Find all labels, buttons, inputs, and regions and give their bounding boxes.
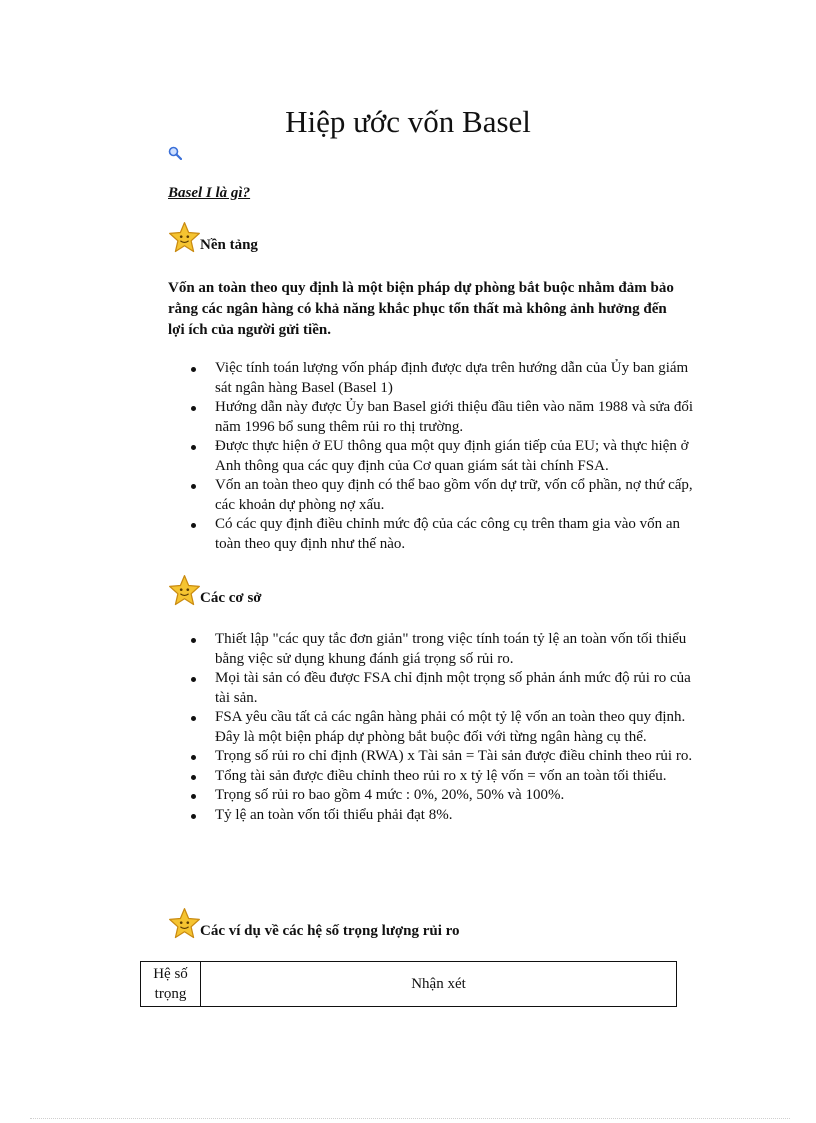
star-icon bbox=[168, 574, 201, 607]
magnifier-icon[interactable] bbox=[168, 146, 182, 160]
bullet-dot bbox=[191, 523, 196, 528]
list-item-text: FSA yêu cầu tất cả các ngân hàng phải có một tỷ lệ vốn an toàn theo quy định. Đây là một biện pháp dự phòng bắt buộc đối với từng ngân hàng cụ thể. bbox=[215, 709, 686, 745]
table-header-cell: Hệ số trọng bbox=[141, 962, 201, 1007]
bullet-dot bbox=[191, 755, 196, 760]
list-item-text: Thiết lập "các quy tắc đơn giản" trong việc tính toán tỷ lệ an toàn vốn tối thiểu bằng việc sử dụng khung đánh giá trọng số rủi ro. bbox=[215, 631, 687, 667]
list-item bbox=[168, 476, 694, 515]
list-item bbox=[168, 806, 694, 826]
star-icon bbox=[168, 221, 201, 254]
list-item-text: Hướng dẫn này được Ủy ban Basel giới thiệu đầu tiên vào năm 1988 và sửa đổi năm 1996 bổ sung thêm rủi ro thị trường. bbox=[215, 399, 694, 435]
bullet-dot bbox=[191, 716, 196, 721]
list-item bbox=[168, 630, 694, 669]
bullet-list-co-so bbox=[168, 630, 694, 825]
section-heading-nen-tang bbox=[168, 220, 258, 254]
star-icon bbox=[168, 907, 201, 940]
bullet-dot bbox=[191, 775, 196, 780]
list-item-text: Tỷ lệ an toàn vốn tối thiểu phải đạt 8%. bbox=[215, 806, 453, 823]
bullet-list-nen-tang bbox=[168, 359, 694, 554]
table-header-cell: Nhận xét bbox=[201, 962, 677, 1007]
list-item bbox=[168, 359, 694, 398]
list-item-text: Trọng số rủi ro chỉ định (RWA) x Tài sản = Tài sản được điều chỉnh theo rủi ro. bbox=[215, 748, 693, 764]
list-item bbox=[168, 437, 694, 476]
bullet-dot bbox=[191, 484, 196, 489]
section-title: Các ví dụ về các hệ số trọng lượng rủi ro bbox=[200, 923, 460, 939]
bullet-dot bbox=[191, 367, 196, 372]
page-footer-divider bbox=[30, 1118, 790, 1119]
bullet-dot bbox=[191, 677, 196, 682]
basel-i-link[interactable]: Basel I là gì? bbox=[168, 185, 251, 201]
list-item bbox=[168, 708, 694, 747]
bullet-dot bbox=[191, 814, 196, 819]
list-item-text: Vốn an toàn theo quy định có thể bao gồm vốn dự trữ, vốn cổ phần, nợ thứ cấp, các khoản dự phòng nợ xấu. bbox=[215, 477, 693, 513]
list-item-text: Mọi tài sản có đều được FSA chỉ định một trọng số phản ánh mức độ rủi ro của tài sản. bbox=[215, 670, 691, 706]
list-item bbox=[168, 398, 694, 437]
list-item bbox=[168, 747, 694, 767]
bullet-dot bbox=[191, 638, 196, 643]
list-item-text: Việc tính toán lượng vốn pháp định được dựa trên hướng dẫn của Ủy ban giám sát ngân hàng Basel (Basel 1) bbox=[215, 360, 689, 396]
list-item-text: Có các quy định điều chỉnh mức độ của các công cụ trên tham gia vào vốn an toàn theo quy định như thế nào. bbox=[215, 516, 681, 552]
section-title: Nền tảng bbox=[200, 237, 258, 253]
list-item bbox=[168, 786, 694, 806]
risk-weight-table bbox=[140, 961, 677, 1007]
list-item-text: Tổng tài sản được điều chỉnh theo rủi ro x tỷ lệ vốn = vốn an toàn tối thiểu. bbox=[215, 767, 667, 784]
intro-paragraph: Vốn an toàn theo quy định là một biện pháp dự phòng bắt buộc nhằm đảm bảo rằng các ngân hàng có khả năng khắc phục tổn thất mà không ảnh hưởng đến lợi ích của người gửi tiền. bbox=[168, 280, 674, 338]
section-heading-vi-du bbox=[168, 906, 460, 940]
list-item-text: Được thực hiện ở EU thông qua một quy định gián tiếp của EU; và thực hiện ở Anh thông qua các quy định của Cơ quan giám sát tài chính FSA. bbox=[215, 438, 689, 474]
bullet-dot bbox=[191, 794, 196, 799]
list-item-text: Trọng số rủi ro bao gồm 4 mức : 0%, 20%, 50% và 100%. bbox=[215, 787, 565, 803]
list-item bbox=[168, 669, 694, 708]
section-heading-co-so bbox=[168, 573, 262, 607]
table-header-row bbox=[141, 962, 677, 1007]
section-title: Các cơ sở bbox=[200, 590, 262, 606]
bullet-dot bbox=[191, 406, 196, 411]
bullet-dot bbox=[191, 445, 196, 450]
list-item bbox=[168, 767, 694, 787]
page-title: Hiệp ước vốn Basel bbox=[285, 104, 531, 139]
list-item bbox=[168, 515, 694, 554]
